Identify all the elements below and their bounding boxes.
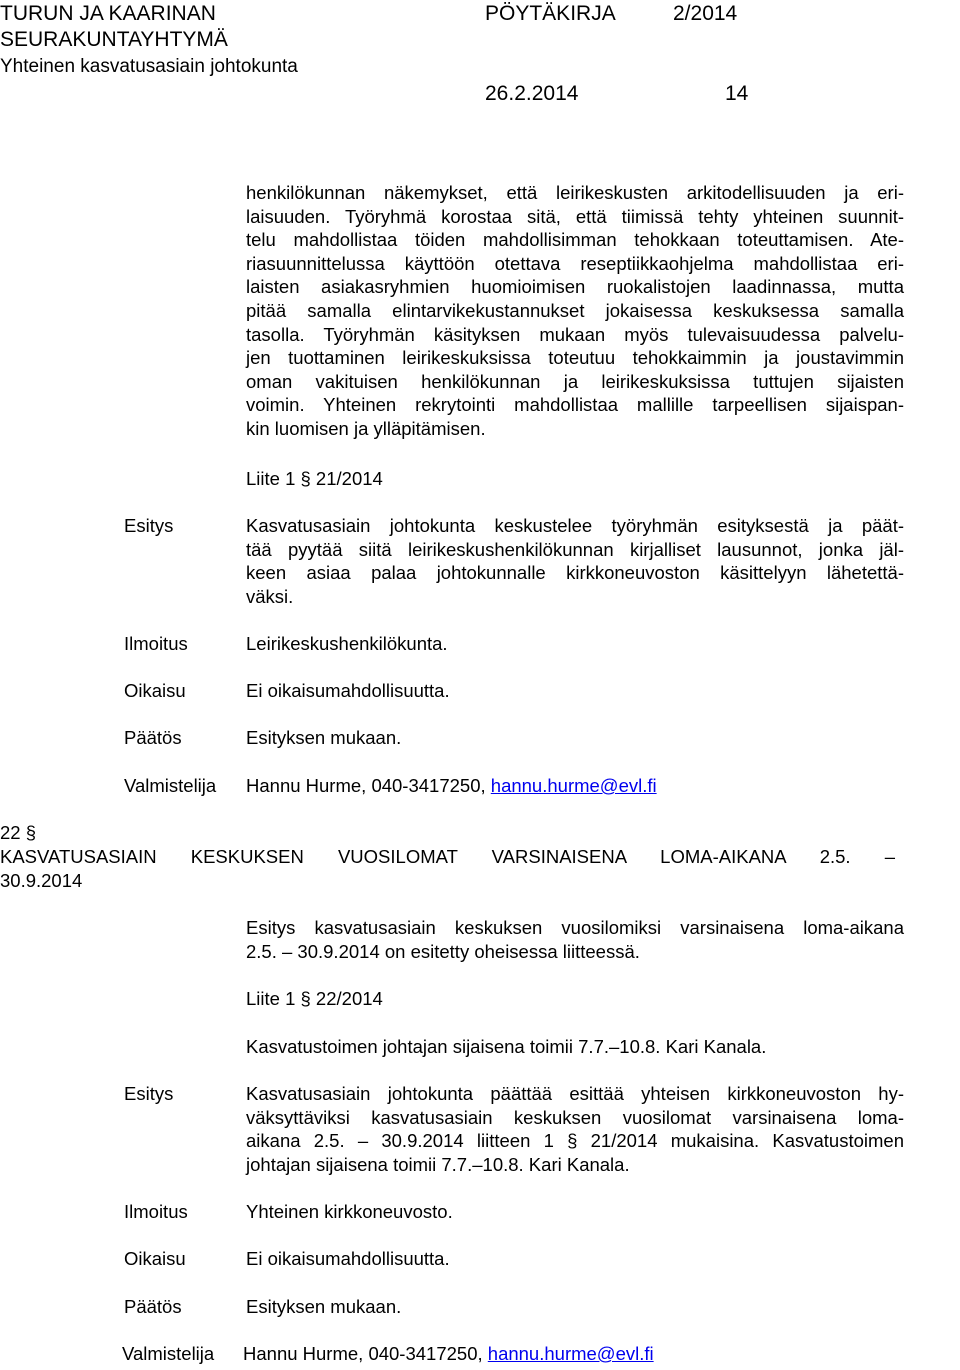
section-intro <box>246 916 904 963</box>
paragraph-line: tää pyytää siitä leirikeskushenkilökunnan kirjalliset lausunnot, jonka jäl- <box>246 538 904 560</box>
paragraph-line: keen asiaa palaa johtokunnalle kirkkoneuvoston käsittelyyn lähetettä- <box>246 562 904 584</box>
decision-label: Päätös <box>124 1296 182 1317</box>
paragraph-line: aikana 2.5. – 30.9.2014 liitteen 1 § 21/2014 mukaisina. Kasvatustoimen <box>246 1130 904 1152</box>
paragraph-line: tasolla. Työryhmän käsityksen mukaan myös tulevaisuudessa palvelu- <box>246 323 904 345</box>
paragraph-line: laisuuden. Työryhmä korostaa sitä, että tiimissä tehty yhteinen suunnit- <box>246 205 904 227</box>
continuation-paragraph <box>246 181 904 441</box>
paragraph-line: 2.5. – 30.9.2014 on esitetty oheisessa liitteessä. <box>246 940 640 962</box>
committee-name: Yhteinen kasvatusasiain johtokunta <box>0 56 298 77</box>
org-name-line1: TURUN JA KAARINAN <box>0 2 216 25</box>
appeal-text: Ei oikaisumahdollisuutta. <box>246 1248 450 1269</box>
doc-number: 2/2014 <box>673 2 738 25</box>
preparer-info <box>243 1342 654 1366</box>
paragraph-line: oman vakituisen henkilökunnan ja leirikeskuksissa tuttujen sijaisten <box>246 370 904 392</box>
decision-text: Esityksen mukaan. <box>246 727 402 748</box>
paragraph-line: johtajan sijaisena toimii 7.7.–10.8. Kari Kanala. <box>246 1153 630 1175</box>
preparer-label: Valmistelija <box>122 1343 215 1364</box>
doc-type: PÖYTÄKIRJA <box>485 2 616 25</box>
decision-text: Esityksen mukaan. <box>246 1296 402 1317</box>
paragraph-line: pitää samalla elintarvikekustannukset jokaisessa keskuksessa samalla <box>246 299 904 321</box>
proposal-text <box>246 1082 904 1176</box>
notice-text: Yhteinen kirkkoneuvosto. <box>246 1201 453 1222</box>
meeting-date: 26.2.2014 <box>485 82 579 105</box>
paragraph-line: voimin. Yhteinen rekrytointi mahdollistaa mallille tarpeellisen sijaispan- <box>246 394 904 416</box>
appeal-text: Ei oikaisumahdollisuutta. <box>246 680 450 701</box>
paragraph-line: Kasvatusasiain johtokunta päättää esittää yhteisen kirkkoneuvoston hy- <box>246 1083 904 1104</box>
preparer-email-link[interactable]: hannu.hurme@evl.fi <box>487 1343 654 1364</box>
attachment-ref: Liite 1 § 22/2014 <box>246 988 383 1009</box>
section-title-line1: KASVATUSASIAIN KESKUKSEN VUOSILOMAT VARSINAISENA LOMA-AIKANA 2.5. – <box>0 846 895 867</box>
section-title-line2: 30.9.2014 <box>0 870 83 891</box>
attachment-ref: Liite 1 § 21/2014 <box>246 468 383 489</box>
preparer-info <box>246 774 657 798</box>
appeal-label: Oikaisu <box>124 680 186 701</box>
paragraph-line: väksi. <box>246 585 294 607</box>
notice-label: Ilmoitus <box>124 633 188 654</box>
paragraph-line: riasuunnittelussa käyttöön otettava reseptiikkaohjelma mahdollistaa eri- <box>246 252 904 274</box>
paragraph-line: henkilökunnan näkemykset, että leirikeskusten arkitodellisuuden ja eri- <box>246 182 904 203</box>
section-number: 22 § <box>0 822 37 843</box>
notice-label: Ilmoitus <box>124 1201 188 1222</box>
preparer-text: Hannu Hurme, 040-3417250, <box>243 1343 488 1364</box>
substitute-note: Kasvatustoimen johtajan sijaisena toimii 7.7.–10.8. Kari Kanala. <box>246 1036 767 1057</box>
proposal-label: Esitys <box>124 1083 174 1104</box>
preparer-email-link[interactable]: hannu.hurme@evl.fi <box>490 775 657 796</box>
preparer-label: Valmistelija <box>124 775 217 796</box>
paragraph-line: Kasvatusasiain johtokunta keskustelee työryhmän esityksestä ja päät- <box>246 515 904 536</box>
org-name-line2: SEURAKUNTAYHTYMÄ <box>0 28 228 51</box>
decision-label: Päätös <box>124 727 182 748</box>
proposal-label: Esitys <box>124 515 174 536</box>
paragraph-line: kin luomisen ja ylläpitämisen. <box>246 417 486 439</box>
proposal-text <box>246 514 904 608</box>
paragraph-line: Esitys kasvatusasiain keskuksen vuosilomiksi varsinaisena loma-aikana <box>246 917 904 938</box>
paragraph-line: väksyttäviksi kasvatusasiain keskuksen vuosilomat varsinaisena loma- <box>246 1106 904 1128</box>
paragraph-line: telu mahdollistaa töiden mahdollisimman tehokkaan toteuttamisen. Ate- <box>246 229 904 251</box>
paragraph-line: jen tuottaminen leirikeskuksissa toteutuu tehokkaimmin ja joustavimmin <box>246 347 904 369</box>
notice-text: Leirikeskushenkilökunta. <box>246 633 448 654</box>
page-number: 14 <box>725 82 749 105</box>
preparer-text: Hannu Hurme, 040-3417250, <box>246 775 491 796</box>
paragraph-line: laisten asiakasryhmien huomioimisen ruokalistojen laadinnassa, mutta <box>246 276 904 298</box>
appeal-label: Oikaisu <box>124 1248 186 1269</box>
